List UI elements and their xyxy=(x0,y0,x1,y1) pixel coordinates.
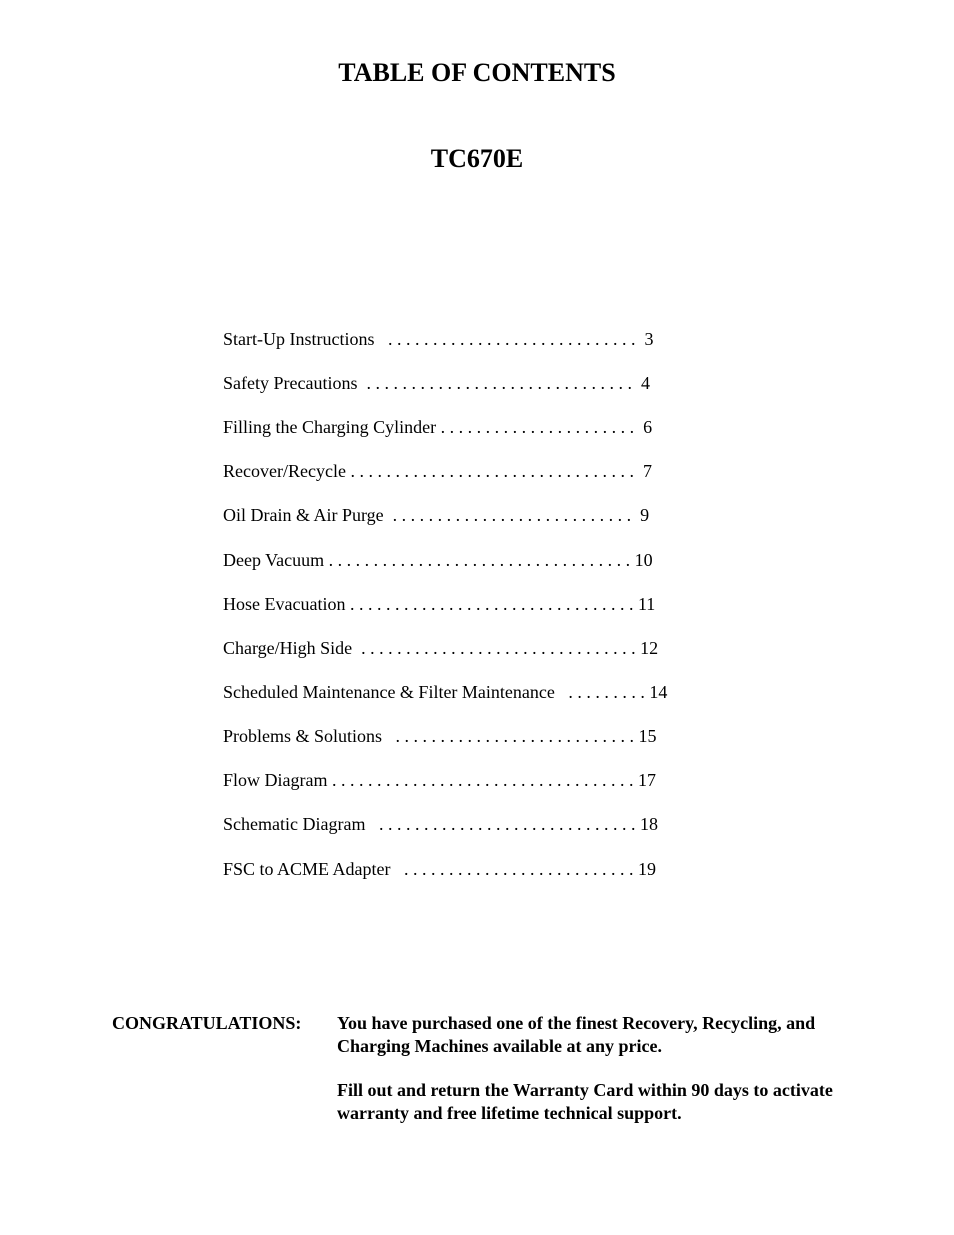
toc-leader-dots: . . . . . . . . . . . . . . . . . . . . . . . . . . . xyxy=(383,505,641,525)
toc-leader-dots: . . . . . . . . . . . . . . . . . . . . . . . . . . . . . . . . xyxy=(345,594,638,614)
toc-entry-oil-drain-air-purge xyxy=(223,503,649,527)
toc-entry-label: Oil Drain & Air Purge xyxy=(223,505,384,525)
toc-page-number: 10 xyxy=(634,550,653,570)
toc-entry-label: Recover/Recycle xyxy=(223,461,346,481)
toc-page-number: 9 xyxy=(640,505,650,525)
toc-leader-dots: . . . . . . . . . . . . . . . . . . . . . . . . . . . . . . . xyxy=(352,638,641,658)
toc-page-number: 12 xyxy=(640,638,659,658)
toc-entry-label: Schematic Diagram xyxy=(223,814,366,834)
toc-entry-label: Scheduled Maintenance & Filter Maintenance xyxy=(223,682,555,702)
toc-page-number: 18 xyxy=(639,814,658,834)
toc-entry-fsc-to-acme-adapter xyxy=(223,857,656,881)
toc-entry-schematic-diagram xyxy=(223,812,658,836)
toc-entry-charge-high-side xyxy=(223,636,658,660)
toc-leader-dots: . . . . . . . . . . . . . . . . . . . . . . xyxy=(436,417,644,437)
toc-page-number: 3 xyxy=(644,329,654,349)
toc-entry-label: Deep Vacuum xyxy=(223,550,325,570)
toc-page-number: 19 xyxy=(638,859,657,879)
toc-page-number: 17 xyxy=(637,770,656,790)
toc-entry-deep-vacuum xyxy=(223,548,653,572)
toc-entry-problems-solutions xyxy=(223,724,657,748)
page-title: TABLE OF CONTENTS xyxy=(338,58,616,87)
toc-entry-start-up-instructions xyxy=(223,327,653,351)
toc-leader-dots: . . . . . . . . . . . . . . . . . . . . . . . . . . . . . . xyxy=(357,373,641,393)
toc-entry-label: Filling the Charging Cylinder xyxy=(223,417,437,437)
toc-entry-label: Flow Diagram xyxy=(223,770,328,790)
toc-page-number: 7 xyxy=(642,461,652,481)
toc-entry-label: Problems & Solutions xyxy=(223,726,383,746)
toc-page-number: 6 xyxy=(643,417,653,437)
toc-leader-dots: . . . . . . . . . . . . . . . . . . . . . . . . . . xyxy=(390,859,639,879)
toc-entry-label: Safety Precautions xyxy=(223,373,358,393)
toc-entry-recover-recycle xyxy=(223,459,652,483)
toc-entry-scheduled-maintenance xyxy=(223,680,667,704)
toc-leader-dots: . . . . . . . . . . . . . . . . . . . . . . . . . . . . . . . . . . xyxy=(327,770,638,790)
toc-entry-label: FSC to ACME Adapter xyxy=(223,859,391,879)
toc-entry-filling-the-charging-cylinder xyxy=(223,415,652,439)
congratulations-label: CONGRATULATIONS: xyxy=(112,1013,302,1033)
purchase-message: You have purchased one of the finest Recovery, Recycling, and Charging Machines available at any price. xyxy=(337,1013,816,1056)
toc-leader-dots: . . . . . . . . . . . . . . . . . . . . . . . . . . . . . . . . xyxy=(345,461,643,481)
toc-leader-dots: . . . . . . . . . . . . . . . . . . . . . . . . . . . . . xyxy=(365,814,640,834)
toc-page-number: 11 xyxy=(637,594,656,614)
toc-entry-label: Charge/High Side xyxy=(223,638,353,658)
congratulations-body xyxy=(337,1012,857,1125)
model-number: TC670E xyxy=(430,144,524,173)
toc-leader-dots: . . . . . . . . . . . . . . . . . . . . . . . . . . . . . . . . . . xyxy=(324,550,635,570)
toc-page-number: 4 xyxy=(640,373,650,393)
toc-entry-flow-diagram xyxy=(223,768,656,792)
toc-entry-label: Hose Evacuation xyxy=(223,594,346,614)
toc-entry-safety-precautions xyxy=(223,371,650,395)
toc-leader-dots: . . . . . . . . . . . . . . . . . . . . . . . . . . . xyxy=(382,726,639,746)
toc-page-number: 14 xyxy=(649,682,668,702)
toc-entry-hose-evacuation xyxy=(223,592,655,616)
toc-entry-label: Start-Up Instructions xyxy=(223,329,375,349)
toc-leader-dots: . . . . . . . . . . . . . . . . . . . . . . . . . . . . xyxy=(374,329,645,349)
toc-page-number: 15 xyxy=(638,726,657,746)
warranty-message: Fill out and return the Warranty Card within 90 days to activate warranty and free lifetime technical support. xyxy=(337,1080,833,1123)
toc-leader-dots: . . . . . . . . . xyxy=(554,682,650,702)
